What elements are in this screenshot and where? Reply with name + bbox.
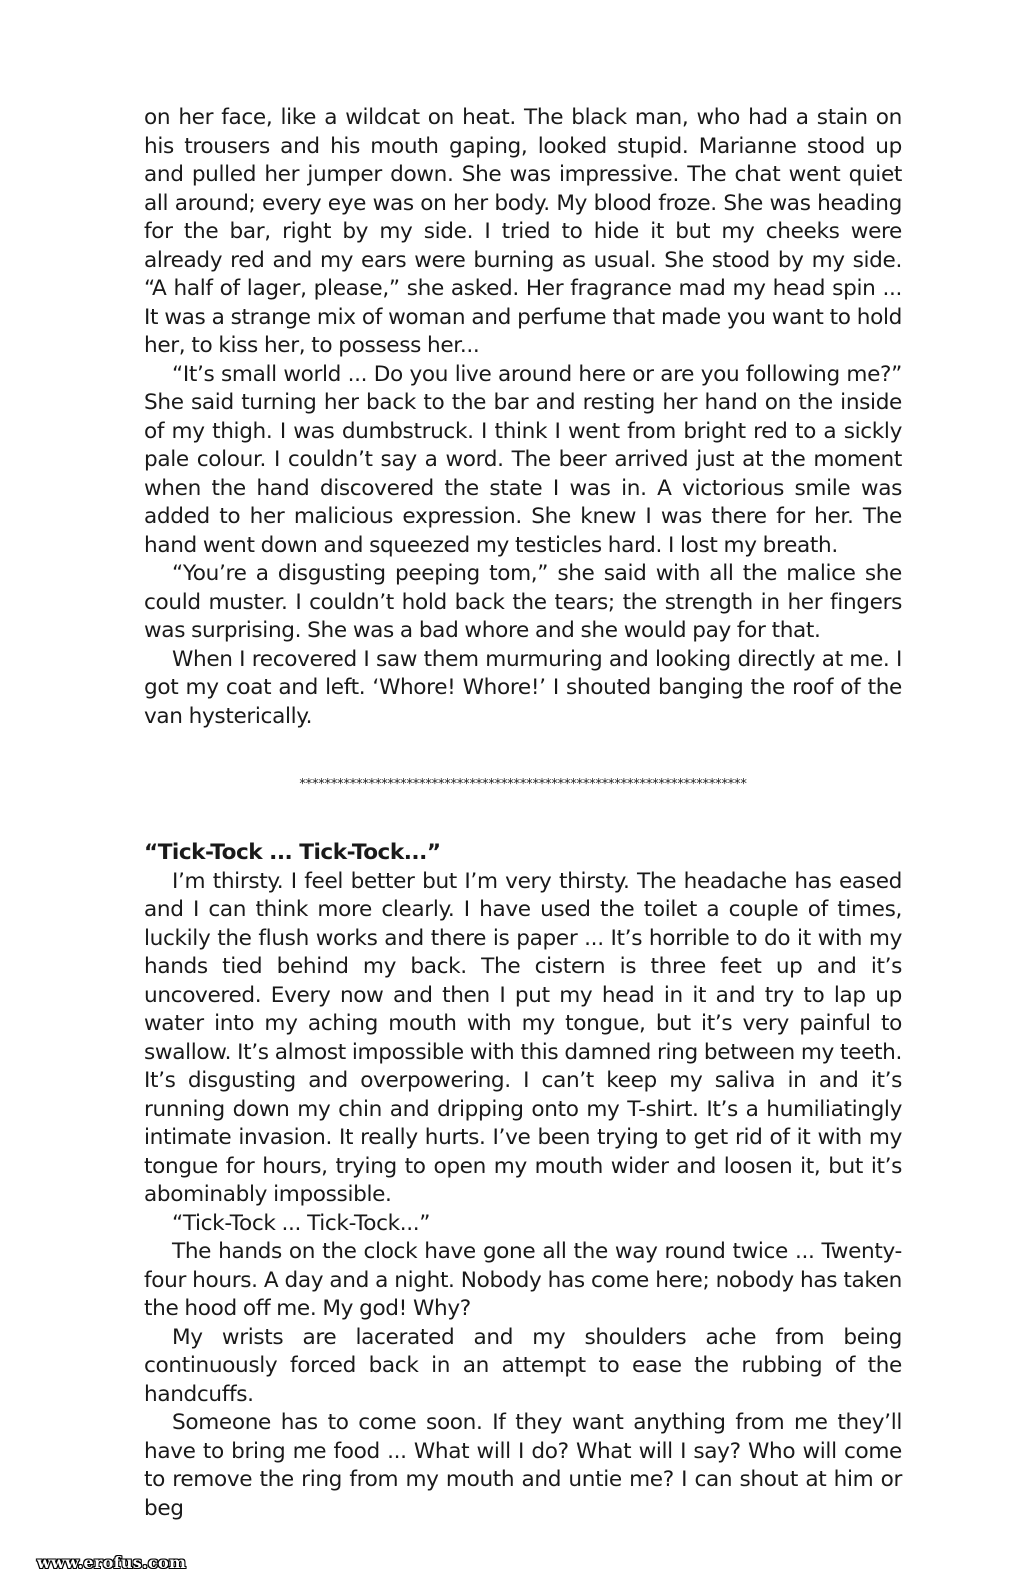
book-page [144, 104, 902, 1523]
paragraph: I’m thirsty. I feel better but I’m very thirsty. The headache has eased and I can think more clearly. I have used the toilet a couple of times, luckily the flush works and there is paper ... It’s horrible to do it with my hands tied behind my back. The cistern is three feet up and it’s uncovered. Every now and then I put my head in it and try to lap up water into my aching mouth with my tongue, but it’s very painful to swallow. It’s almost impossible with this damned ring between my teeth. It’s disgusting and overpowering. I can’t keep my saliva in and it’s running down my chin and dripping onto my T-shirt. It’s a humiliatingly intimate invasion. It really hurts. I’ve been trying to get rid of it with my tongue for hours, trying to open my mouth wider and loosen it, but it’s abominably impossible. [144, 868, 902, 1207]
paragraph: The hands on the clock have gone all the way round twice ... Twenty-four hours. A day and a night. Nobody has come here; nobody has taken the hood off me. My god! Why? [144, 1239, 902, 1321]
paragraph: My wrists are lacerated and my shoulders ache from being continuously forced back in an attempt to ease the rubbing of the handcuffs. [144, 1324, 902, 1407]
paragraph: on her face, like a wildcat on heat. The black man, who had a stain on his trousers and his mouth gaping, looked stupid. Marianne stood up and pulled her jumper down. She was impressive. The chat went quiet all around; every eye was on her body. My blood froze. She was heading for the bar, right by my side. I tried to hide it but my cheeks were already red and my ears were burning as usual. She stood by my side. “A half of lager, please,” she asked. Her fragrance mad my head spin ... It was a strange mix of woman and perfume that made you want to hold her, to kiss her, to possess her... [144, 105, 902, 358]
chapter-heading: “Tick-Tock ... Tick-Tock...” [144, 840, 441, 865]
section-separator: *********************************************************************** [299, 777, 747, 792]
paragraph: When I recovered I saw them murmuring and looking directly at me. I got my coat and left. ‘Whore! Whore!’ I shouted banging the roof of the van hysterically. [144, 646, 902, 729]
paragraph: “Tick-Tock ... Tick-Tock...” [172, 1210, 431, 1236]
paragraph: Someone has to come soon. If they want anything from me they’ll have to bring me food ... What will I do? What will I say? Who will come to remove the ring from my mouth and untie me? I can shout at him or beg [144, 1410, 902, 1521]
paragraph: “You’re a disgusting peeping tom,” she said with all the malice she could muster. I couldn’t hold back the tears; the strength in her fingers was surprising. She was a bad whore and she would pay for that. [144, 561, 902, 643]
watermark: www.erofus.com [37, 1553, 187, 1572]
paragraph: “It’s small world ... Do you live around here or are you following me?” She said turning her back to the bar and resting her hand on the inside of my thigh. I was dumbstruck. I think I went from bright red to a sickly pale colour. I couldn’t say a word. The beer arrived just at the moment when the hand discovered the state I was in. A victorious smile was added to her malicious expression. She knew I was there for her. The hand went down and squeezed my testicles hard. I lost my breath. [144, 361, 902, 558]
